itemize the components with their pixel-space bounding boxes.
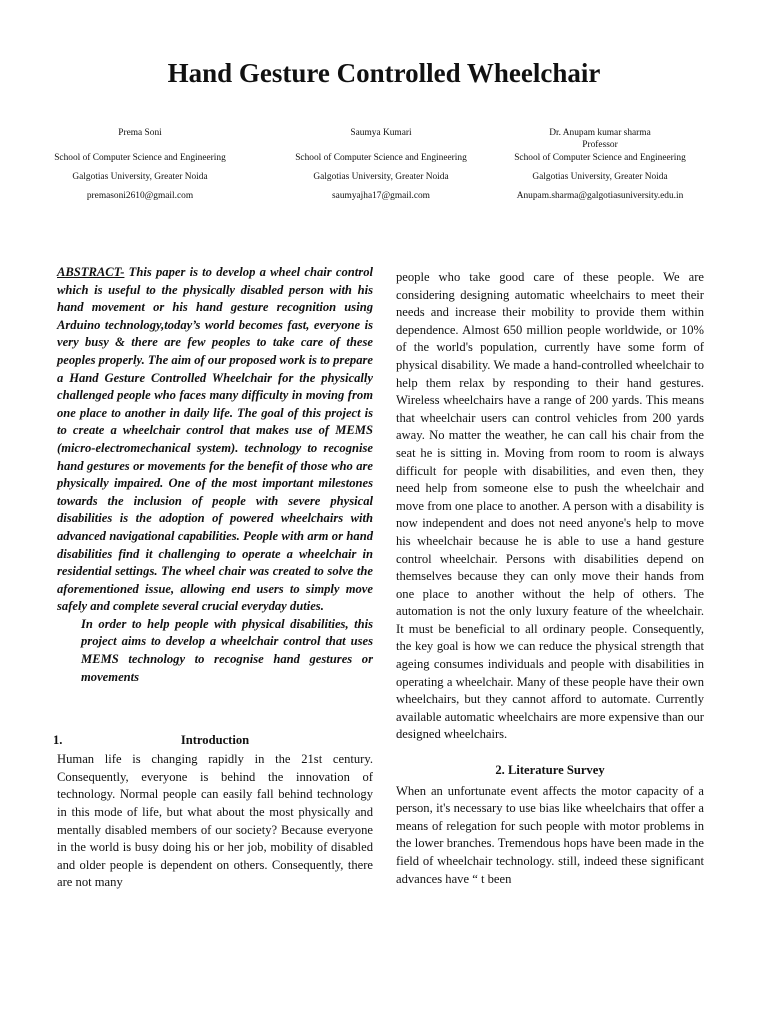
introduction-continued-text: people who take good care of these people. We are considering designing automatic wheelchairs to meet their needs and increase their mobility to provide them within dependence. Almost 650 million people worldwide, or 10% of the world's population, currently have some form of physical disability. We made a hand-controlled wheelchair to help them relax by responding to their hand gestures. Wireless wheelchairs have a range of 200 yards. This means that wheelchair users can control vehicles from 200 yards away. No matter the weather, he can call his chair from the seat he is sitting in. Moving from room to room is always difficult for people with disabilities, and even then, they need help from someone else to push the wheelchair and move from one place to another. A person with a disability is now independent and does not need anyone's help to move his wheelchair because he is able to use a hand gesture control wheelchair. Persons with disabilities depend on themselves because they can only move their hands from one place to another without the help of others. The automation is not the only luxury feature of the wheelchair. It must be beneficial to all ordinary people. Consequently, the key goal is how we can reduce the physical strength that ageing consumes individuals and people with disabilities in operating a wheelchair. Many of these people have their own wheelchairs, but they cannot afford to automate. Currently available automatic wheelchairs are more expensive than our designed wheelchairs. — [396, 270, 704, 742]
author-dept: School of Computer Science and Engineering — [295, 153, 467, 163]
section-title: Introduction — [180, 733, 250, 748]
author-dept: School of Computer Science and Engineering — [514, 153, 686, 163]
introduction-text: Human life is changing rapidly in the 21st century. Consequently, everyone is behind the innovation of technology. Normal people can easily fall behind technology in this mode of life, but what about the most physically and mentally disabled members of our society? Because everyone in the world is busy doing his or her job, mobility of disabled and older people is dependent on others. Consequently, there are not many — [57, 752, 373, 890]
abstract-text: This paper is to develop a wheel chair control which is useful to the physically disabled person with his hand movement or his hand gesture recognition using Arduino technology,today’s world becomes fast, everyone is very busy & there are few peoples to take care of these peoples properly. The aim of our proposed work is to prepare a Hand Gesture Controlled Wheelchair for the physically challenged people who faces many difficulty in moving from one place to another in daily life. The goal of this project is to create a wheelchair control that makes use of MEMS (micro-electromechanical system). technology to recognise hand gestures or movements for the benefit of those who are physically impaired. One of the most important milestones towards the inclusion of people with severe physical disabilities is the adoption of powered wheelchairs with advanced navigational capabilities. People with arm or hand disabilities find it challenging to operate a wheelchair in residential settings. The wheel chair was created to solve the aforementioned issue, allowing end users to simply move safely and complete several crucial everyday duties. — [57, 265, 373, 614]
author-name: Prema Soni — [118, 128, 162, 138]
author-email[interactable]: premasoni2610@gmail.com — [86, 191, 194, 201]
abstract — [57, 264, 373, 616]
literature-survey-heading: 2. Literature Survey — [495, 763, 605, 778]
author-block-3 — [500, 127, 700, 203]
author-block-1 — [50, 127, 230, 203]
author-university: Galgotias University, Greater Noida — [532, 172, 668, 182]
author-name: Saumya Kumari — [350, 128, 412, 138]
author-name: Dr. Anupam kumar sharma — [549, 128, 651, 138]
author-university: Galgotias University, Greater Noida — [72, 172, 208, 182]
right-column — [396, 269, 704, 888]
author-role: Professor — [582, 140, 618, 150]
abstract-label: ABSTRACT- — [57, 265, 125, 279]
author-university: Galgotias University, Greater Noida — [313, 172, 449, 182]
author-block-2 — [291, 127, 471, 203]
paper-title: Hand Gesture Controlled Wheelchair — [167, 58, 601, 88]
author-email[interactable]: Anupam.sharma@galgotiasuniversity.edu.in — [516, 191, 684, 201]
introduction-heading — [53, 732, 373, 749]
left-column — [53, 264, 373, 892]
author-email[interactable]: saumyajha17@gmail.com — [332, 191, 430, 201]
author-dept: School of Computer Science and Engineering — [54, 153, 226, 163]
literature-survey-text: When an unfortunate event affects the motor capacity of a person, it's necessary to use bias like wheelchairs that offer a means of relegation for such people with motor problems in the lower branches. Tremendous hops have been made in the field of wheelchair technology. still, indeed these significant advances have “ t been — [396, 783, 704, 886]
section-number: 1. — [53, 733, 63, 748]
abstract-paragraph-2: In order to help people with physical disabilities, this project aims to develop a wheelchair control that uses MEMS technology to recognise hand gestures or movements — [81, 616, 373, 684]
